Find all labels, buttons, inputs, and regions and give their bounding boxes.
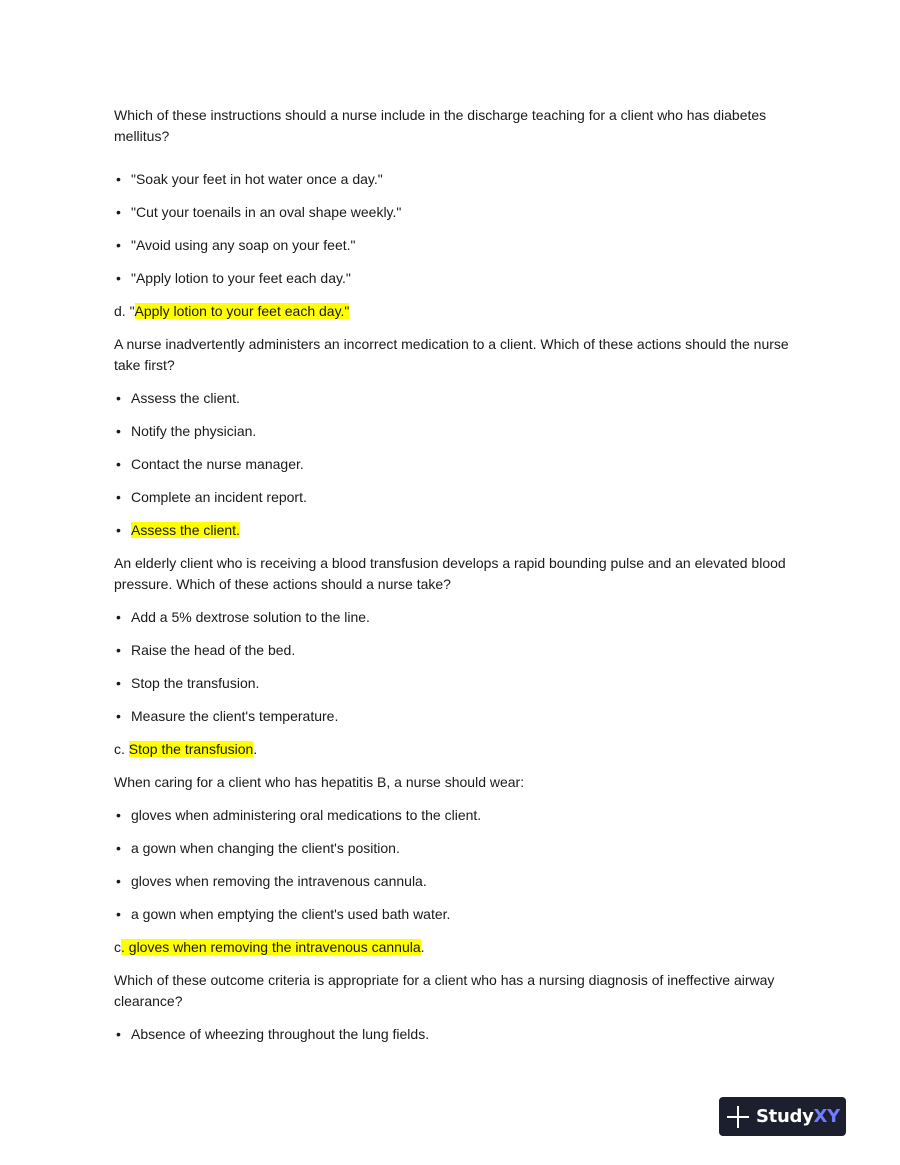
- answer-line: [114, 937, 804, 958]
- answer-prefix: c: [114, 939, 121, 955]
- bullet-icon: •: [116, 270, 121, 286]
- answer-prefix: c.: [114, 741, 129, 757]
- option-text: "Apply lotion to your feet each day.": [131, 270, 351, 286]
- list-item: [114, 640, 804, 661]
- option-list: [114, 805, 804, 925]
- question-text: Which of these instructions should a nurse include in the discharge teaching for a client who has diabetes mellitus?: [114, 107, 767, 144]
- option-text: Notify the physician.: [131, 423, 257, 439]
- bullet-icon: •: [116, 708, 121, 724]
- bullet-icon: •: [116, 1026, 121, 1042]
- logo-text-accent: XY: [813, 1106, 840, 1127]
- bullet-icon: •: [116, 489, 121, 505]
- answer-highlight: . gloves when removing the intravenous cannula: [121, 939, 421, 955]
- bullet-icon: •: [116, 522, 121, 538]
- answer-suffix: .: [253, 741, 258, 757]
- list-item: [114, 202, 804, 223]
- question-text: Which of these outcome criteria is appropriate for a client who has a nursing diagnosis of ineffective airway clearance?: [114, 972, 775, 1009]
- option-text: "Soak your feet in hot water once a day.": [131, 171, 383, 187]
- option-list: [114, 169, 804, 289]
- logo-text: [756, 1106, 840, 1127]
- list-item: [114, 904, 804, 925]
- option-text: Stop the transfusion.: [131, 675, 260, 691]
- option-list: [114, 388, 804, 541]
- list-item: [114, 1024, 804, 1045]
- list-item: [114, 235, 804, 256]
- list-item: [114, 805, 804, 826]
- bullet-icon: •: [116, 456, 121, 472]
- bullet-icon: •: [116, 642, 121, 658]
- bullet-icon: •: [116, 840, 121, 856]
- list-item: [114, 607, 804, 628]
- option-text: Contact the nurse manager.: [131, 456, 304, 472]
- option-text: Measure the client's temperature.: [131, 708, 339, 724]
- option-text: Add a 5% dextrose solution to the line.: [131, 609, 370, 625]
- document-page: [114, 105, 804, 1057]
- bullet-icon: •: [116, 807, 121, 823]
- plus-icon: [727, 1106, 749, 1128]
- question-text: When caring for a client who has hepatitis B, a nurse should wear:: [114, 774, 525, 790]
- question-text: A nurse inadvertently administers an incorrect medication to a client. Which of these actions should the nurse take first?: [114, 336, 789, 373]
- list-item: [114, 169, 804, 190]
- bullet-icon: •: [116, 675, 121, 691]
- logo-text-main: Study: [756, 1106, 814, 1127]
- option-text: "Avoid using any soap on your feet.": [131, 237, 356, 253]
- list-item: [114, 421, 804, 442]
- option-text: Absence of wheezing throughout the lung fields.: [131, 1026, 430, 1042]
- list-item: [114, 706, 804, 727]
- bullet-icon: •: [116, 390, 121, 406]
- list-item: [114, 487, 804, 508]
- answer-line: [114, 520, 804, 541]
- answer-highlight: Apply lotion to your feet each day.": [134, 303, 350, 319]
- list-item: [114, 454, 804, 475]
- option-list: [114, 1024, 804, 1045]
- bullet-icon: •: [116, 609, 121, 625]
- option-text: gloves when administering oral medications to the client.: [131, 807, 482, 823]
- option-text: gloves when removing the intravenous cannula.: [131, 873, 427, 889]
- answer-suffix: .: [420, 939, 425, 955]
- answer-highlight: Assess the client.: [131, 522, 240, 538]
- list-item: [114, 871, 804, 892]
- list-item: [114, 673, 804, 694]
- answer-prefix: d. ": [114, 303, 135, 319]
- list-item: [114, 268, 804, 289]
- answer-line: [114, 739, 804, 760]
- question-text: An elderly client who is receiving a blood transfusion develops a rapid bounding pulse and an elevated blood pressure. Which of these actions should a nurse take?: [114, 555, 786, 592]
- option-text: Complete an incident report.: [131, 489, 307, 505]
- option-text: Assess the client.: [131, 390, 240, 406]
- bullet-icon: •: [116, 237, 121, 253]
- answer-line: [114, 301, 804, 322]
- option-text: a gown when emptying the client's used bath water.: [131, 906, 451, 922]
- option-list: [114, 607, 804, 727]
- bullet-icon: •: [116, 171, 121, 187]
- list-item: [114, 838, 804, 859]
- bullet-icon: •: [116, 204, 121, 220]
- list-item: [114, 388, 804, 409]
- bullet-icon: •: [116, 873, 121, 889]
- studyxy-logo: [719, 1097, 846, 1136]
- option-text: a gown when changing the client's position.: [131, 840, 400, 856]
- option-text: Raise the head of the bed.: [131, 642, 296, 658]
- bullet-icon: •: [116, 423, 121, 439]
- option-text: "Cut your toenails in an oval shape weekly.": [131, 204, 402, 220]
- answer-highlight: Stop the transfusion: [128, 741, 254, 757]
- bullet-icon: •: [116, 906, 121, 922]
